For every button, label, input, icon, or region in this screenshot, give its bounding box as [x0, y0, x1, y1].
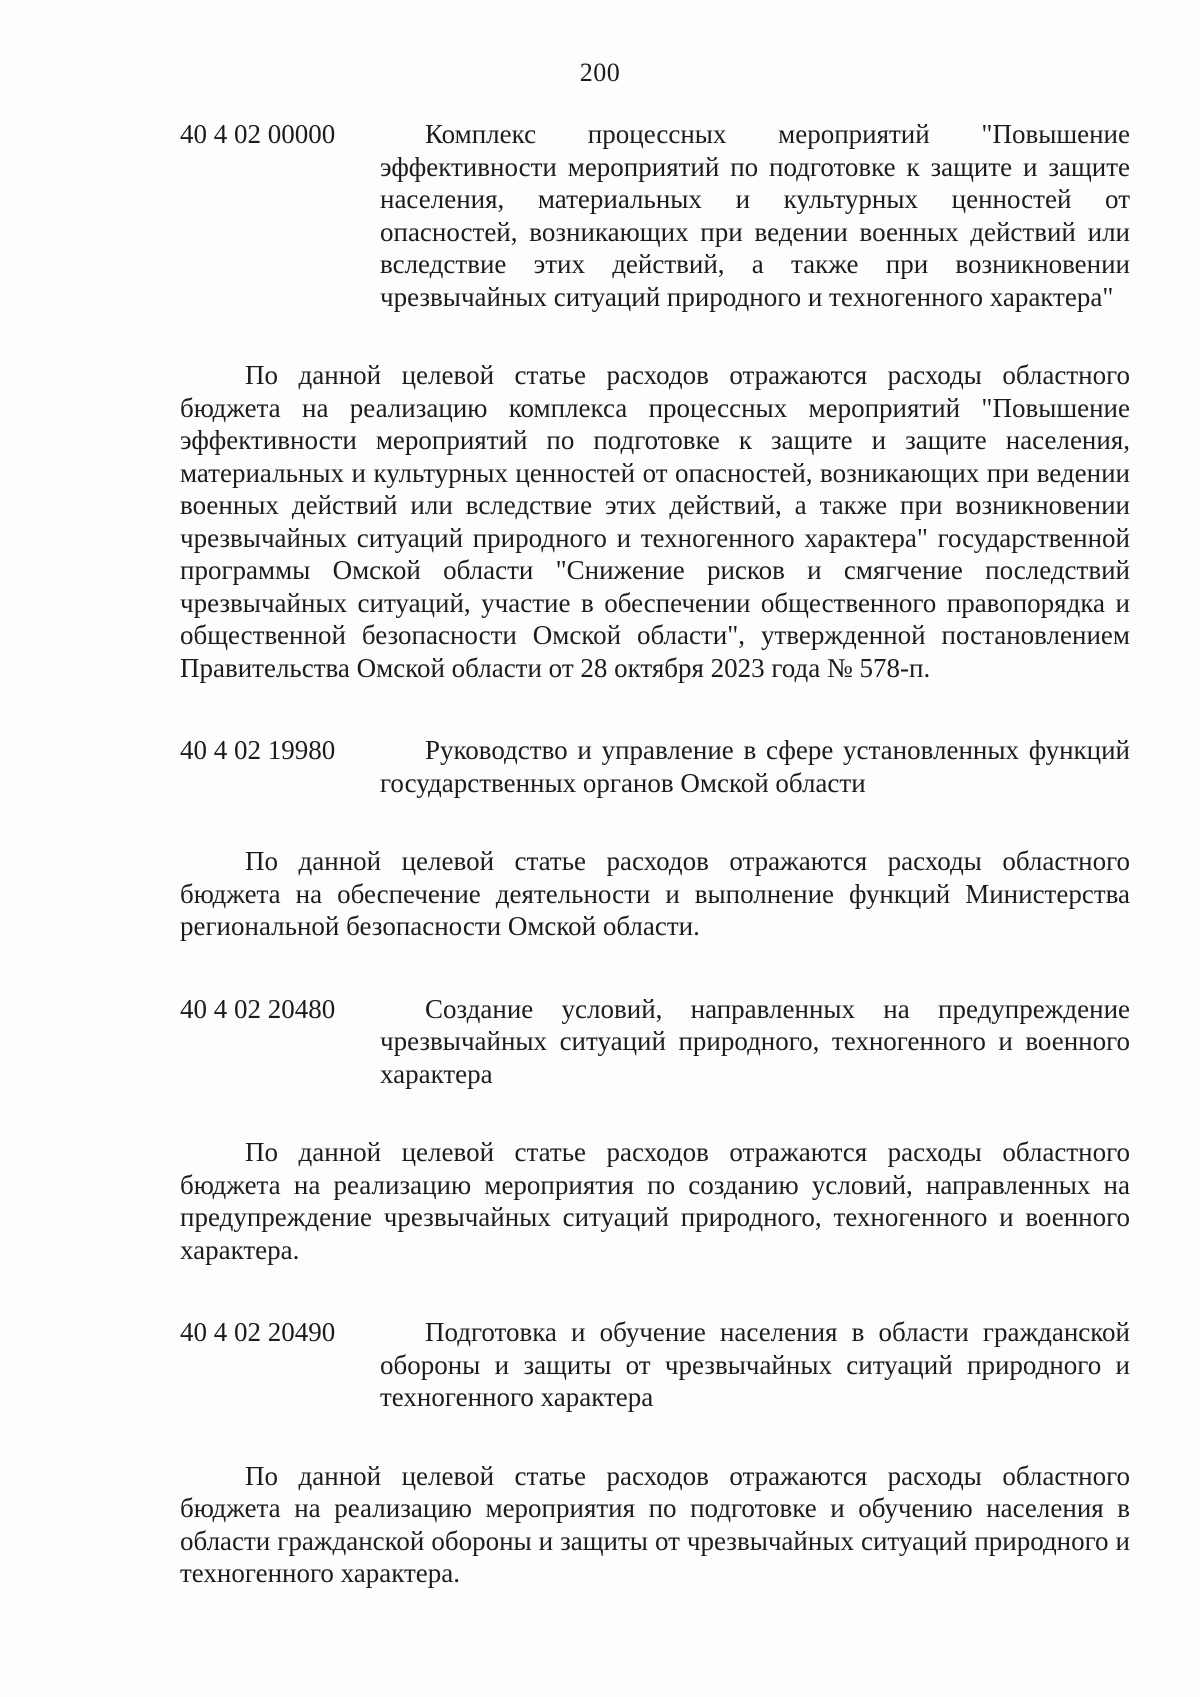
budget-item — [180, 734, 1130, 799]
budget-item-description: По данной целевой статье расходов отражаются расходы областного бюджета на реализацию комплекса процессных мероприятий "Повышение эффективности мероприятий по подготовке к защите и защите населения, материальных и культурных ценностей от опасностей, возникающих при ведении военных действий или вследствие этих действий, а также при возникновении чрезвычайных ситуаций природного и техногенного характера" государственной программы Омской области "Снижение рисков и смягчение последствий чрезвычайных ситуаций, участие в обеспечении общественного правопорядка и общественной безопасности Омской области", утвержденной постановлением Правительства Омской области от 28 октября 2023 года № 578-п. — [180, 360, 1130, 683]
budget-item-description: По данной целевой статье расходов отражаются расходы областного бюджета на обеспечение деятельности и выполнение функций Министерства региональной безопасности Омской области. — [180, 846, 1130, 941]
budget-item-title: Руководство и управление в сфере установленных функций государственных органов Омской области — [380, 735, 1130, 798]
budget-item — [180, 118, 1130, 313]
budget-item — [180, 1316, 1130, 1414]
budget-code: 40 4 02 19980 — [180, 735, 336, 765]
document-body — [180, 118, 1130, 1590]
budget-item-title: Создание условий, направленных на предупреждение чрезвычайных ситуаций природного, техногенного и военного характера — [380, 993, 1130, 1089]
budget-item-description: По данной целевой статье расходов отражаются расходы областного бюджета на реализацию мероприятия по подготовке и обучению населения в области гражданской обороны и защиты от чрезвычайных ситуаций природного и техногенного характера. — [180, 1460, 1130, 1588]
budget-code: 40 4 02 20490 — [180, 1317, 336, 1347]
budget-item-title: Комплекс процессных мероприятий "Повышение эффективности мероприятий по подготовке к защите и защите населения, материальных и культурных ценностей от опасностей, возникающих при ведении военных действий или вследствие этих действий, а также при возникновении чрезвычайных ситуаций природного и техногенного характера" — [380, 119, 1130, 312]
budget-item-description: По данной целевой статье расходов отражаются расходы областного бюджета на реализацию мероприятия по созданию условий, направленных на предупреждение чрезвычайных ситуаций природного, техногенного и военного характера. — [180, 1137, 1130, 1265]
page-number: 200 — [579, 58, 621, 87]
budget-item-title: Подготовка и обучение населения в области гражданской обороны и защиты от чрезвычайных ситуаций природного и техногенного характера — [380, 1317, 1130, 1412]
budget-code: 40 4 02 00000 — [180, 119, 336, 149]
budget-item — [180, 993, 1130, 1091]
budget-code: 40 4 02 20480 — [180, 993, 336, 1024]
